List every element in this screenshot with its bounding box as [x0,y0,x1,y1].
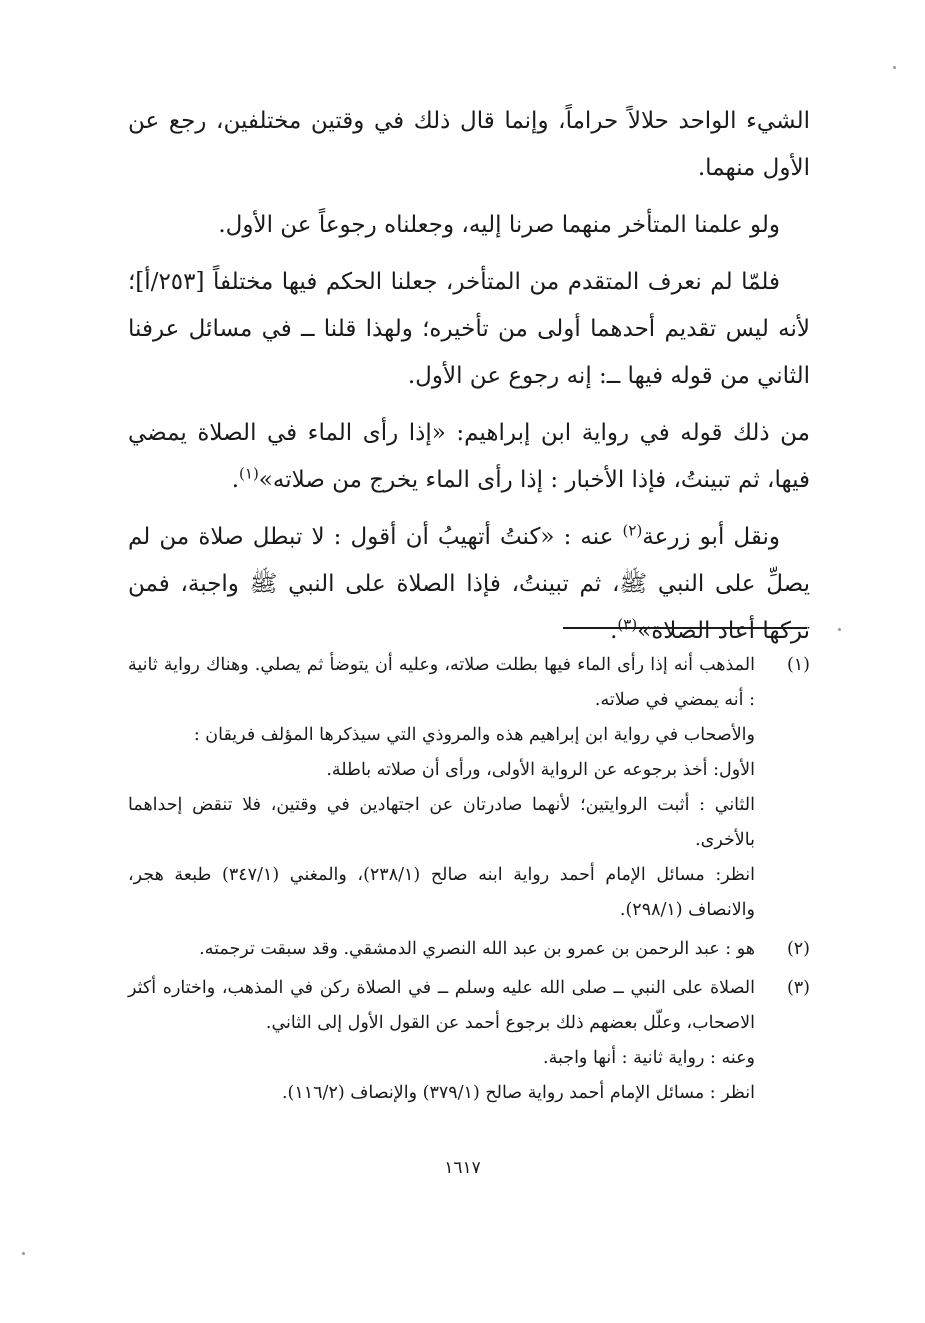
footnote-line: وعنه : رواية ثانية : أنها واجبة. [543,1048,755,1068]
page-number: ١٦١٧ [444,1158,481,1178]
paragraph-3 [128,259,810,400]
paragraph-2 [128,202,810,249]
paragraph-1: الشيء الواحد حلالاً حراماً، وإنما قال ذلك في وقتين مختلفين، رجع عن الأول منهما. [128,108,810,181]
footnote-ref-1[interactable]: (١) [239,464,259,483]
paragraph-4-text: من ذلك قوله في رواية ابن إبراهيم: «إذا رأى الماء في الصلاة يمضي فيها، ثم تبينتُ، فإذا الأخبار : إذا رأى الماء يخرج من صلاته» [128,420,810,493]
footnote-body [128,648,755,928]
footnote-1 [128,648,810,928]
scan-speck [893,66,896,69]
paragraph-5-end: . [610,618,618,644]
footnote-ref-3[interactable]: (٣) [617,615,638,634]
footnotes [128,648,810,1115]
footnote-number: (٢) [786,939,810,959]
paragraph-4-end: . [231,467,240,493]
footnote-ref-2[interactable]: (٢) [622,521,643,540]
footnote-3 [128,971,810,1111]
footnote-line: هو : عبد الرحمن بن عمرو بن عبد الله النصري الدمشقي. وقد سبقت ترجمته. [199,939,755,959]
paragraph-5 [128,514,810,655]
footnote-body [128,932,755,967]
footnote-line: الصلاة على النبي ــ صلى الله عليه وسلم ــ في الصلاة ركن في المذهب، واختاره أكثر الاصحاب، وعلّل بعضهم ذلك برجوع أحمد عن القول الأول إلى الثاني. [128,978,755,1033]
scan-speck [838,628,841,631]
main-text [128,98,810,655]
footnote-line: انظر: مسائل الإمام أحمد رواية ابنه صالح (٢٣٨/١)، والمغني (٣٤٧/١) طبعة هجر، والانصاف (٢٩٨/١). [128,865,755,920]
footnote-line: الثاني : أثبت الروايتين؛ لأنهما صادرتان عن اجتهادين في وقتين، فلا تنقض إحداهما بالأخرى. [128,795,755,850]
paragraph-5-text-b: عنه : «كنتُ أتهيبُ أن أقول : لا تبطل صلاة من لم يصلِّ على النبي ﷺ، ثم تبينتُ، فإذا الصلاة على النبي ﷺ واجبة، فمن تركها أعاد الصلاة» [128,524,810,644]
footnote-separator [563,627,807,629]
footnote-line: الأول: أخذ برجوعه عن الرواية الأولى، ورأى أن صلاته باطلة. [326,760,755,780]
footnote-line: والأصحاب في رواية ابن إبراهيم هذه والمروذي التي سيذكرها المؤلف فريقان : [193,725,755,745]
paragraph-2-text: ولو علمنا المتأخر منهما صرنا إليه، وجعلناه رجوعاً عن الأول. [218,212,780,238]
footnote-number: (١) [786,655,810,675]
footnote-line: المذهب أنه إذا رأى الماء فيها بطلت صلاته، وعليه أن يتوضأ ثم يصلي. وهناك رواية ثانية : أنه يمضي في صلاته. [128,655,755,710]
scan-speck [22,1252,25,1255]
footnote-2 [128,932,810,967]
footnote-number: (٣) [786,978,810,998]
footnote-line: انظر : مسائل الإمام أحمد رواية صالح (٣٧٩/١) والإنصاف (١١٦/٢). [281,1083,755,1103]
paragraph-5-text-a: ونقل أبو زرعة [642,524,780,550]
paragraph-4 [128,410,810,504]
paragraph-3-text: فلمّا لم نعرف المتقدم من المتأخر، جعلنا الحكم فيها مختلفاً [٢٥٣/أ]؛ لأنه ليس تقديم أحدهما أولى من تأخيره؛ ولهذا قلنا ــ في مسائل عرفنا الثاني من قوله فيها ــ: إنه رجوع عن الأول. [128,269,810,389]
footnote-body [128,971,755,1111]
